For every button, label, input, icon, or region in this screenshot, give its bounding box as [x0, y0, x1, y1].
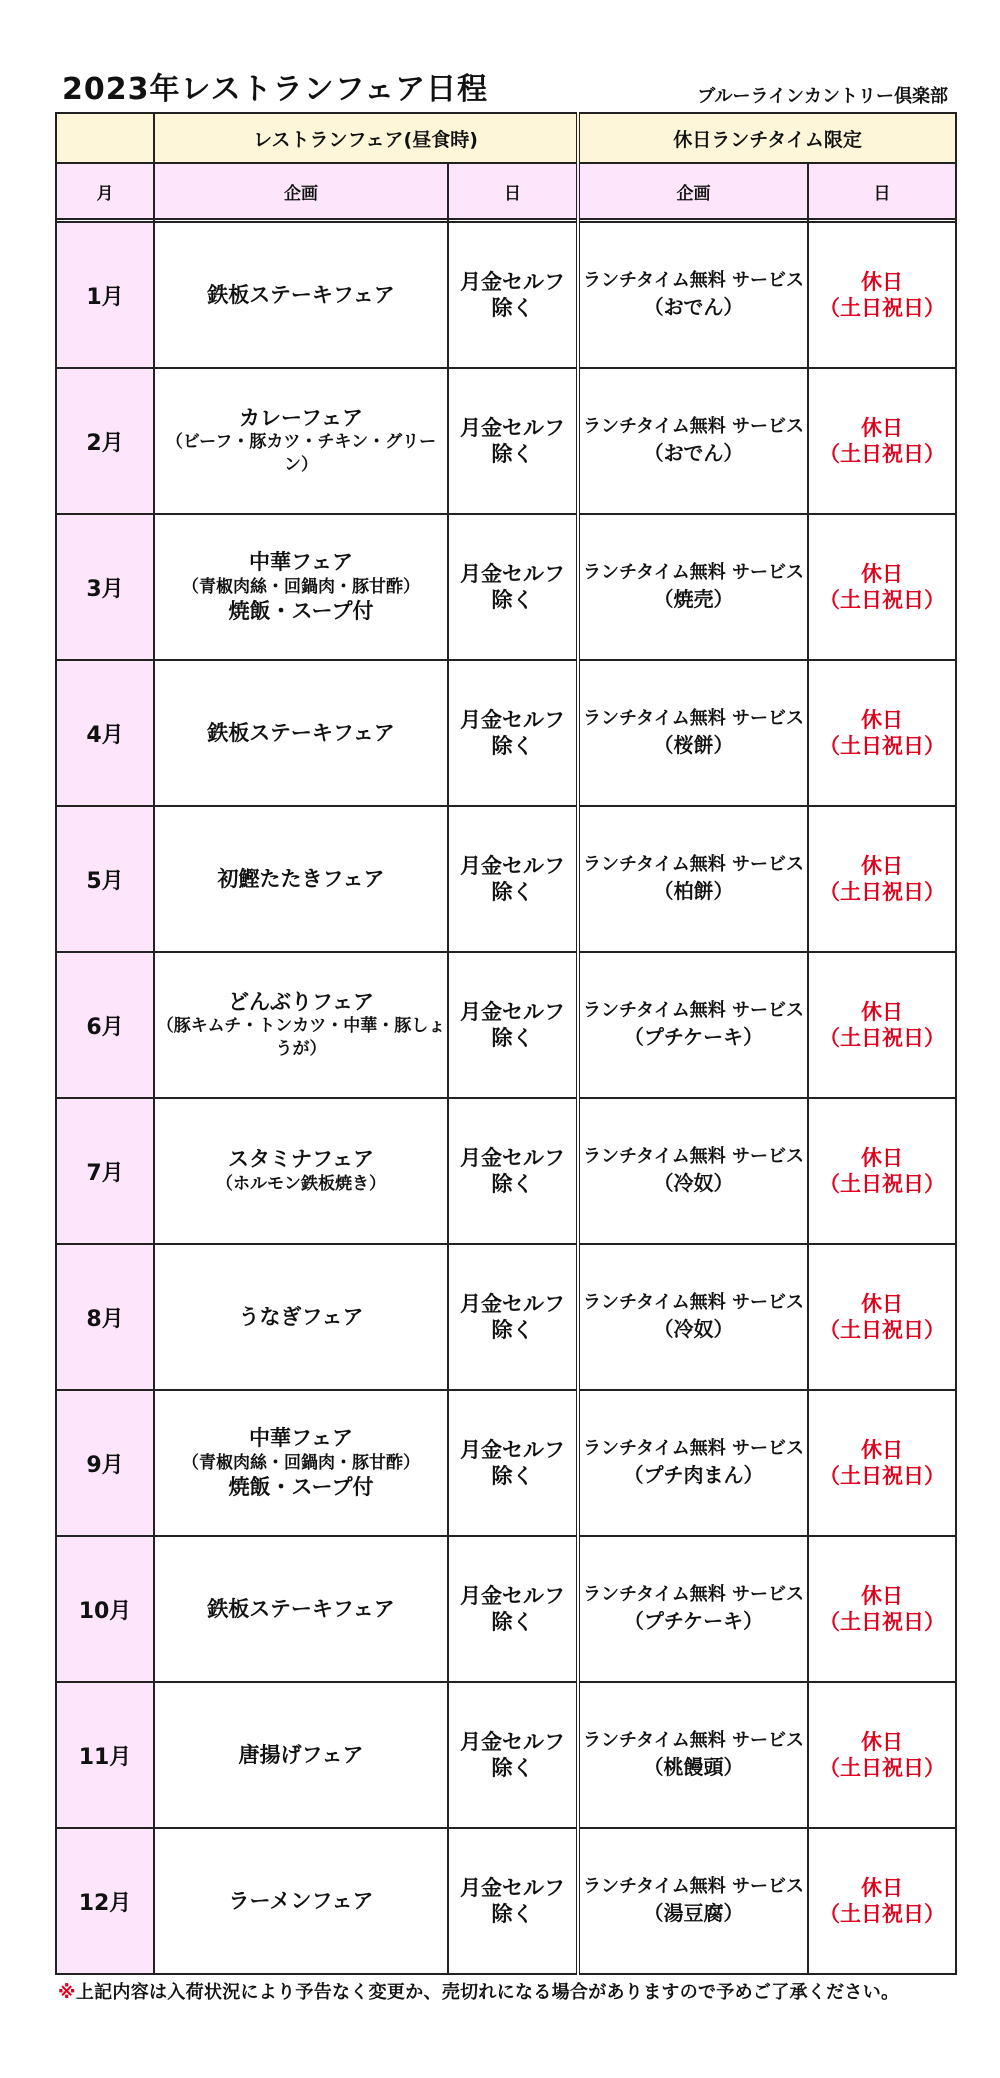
fair-name: 中華フェア [249, 550, 353, 575]
fair-name: カレーフェア [239, 405, 363, 430]
holiday-line-1: 休日 [861, 1437, 904, 1462]
fair-name: うなぎフェア [238, 1304, 364, 1329]
holiday-line-1: 休日 [861, 1145, 904, 1170]
holiday-plan-cell [578, 1682, 808, 1828]
holiday-line-1: 休日 [861, 561, 904, 586]
table-row [56, 1390, 956, 1536]
fair-name: 鉄板ステーキフェア [207, 1596, 395, 1621]
holiday-line-1: 休日 [861, 999, 904, 1024]
fair-note: （豚キムチ・トンカツ・中華・豚しょうが） [156, 1016, 446, 1060]
footnote [58, 1978, 899, 2004]
fair-note: （青椒肉絲・回鍋肉・豚甘酢） [182, 1452, 420, 1473]
group-header-row [56, 113, 956, 163]
day-cell [448, 1390, 578, 1536]
fair-cell [154, 1390, 448, 1536]
table-row [56, 1682, 956, 1828]
holiday-line-2: （土日祝日） [819, 1756, 946, 1780]
column-header-holiday-day: 日 [808, 163, 956, 219]
day-line-2: 除く [491, 880, 534, 904]
table-row [56, 1536, 956, 1682]
fair-note: （ホルモン鉄板焼き） [216, 1173, 386, 1194]
holiday-line-2: （土日祝日） [819, 588, 946, 612]
holiday-line-2: （土日祝日） [819, 734, 946, 758]
service-label: ランチタイム無料 サービス [583, 1730, 805, 1752]
month-cell: 6月 [56, 952, 154, 1098]
table-row [56, 1828, 956, 1974]
holiday-day-cell [808, 952, 956, 1098]
day-line-1: 月金セルフ [460, 853, 565, 878]
holiday-line-2: （土日祝日） [819, 880, 946, 904]
service-item: （冷奴） [653, 1316, 734, 1341]
fair-cell [154, 514, 448, 660]
page-title: 2023年レストランフェア日程 [62, 72, 489, 107]
holiday-plan-cell [578, 1536, 808, 1682]
fair-extra: 焼飯・スープ付 [228, 1475, 374, 1500]
service-label: ランチタイム無料 サービス [583, 416, 805, 438]
fair-extra: 焼飯・スープ付 [228, 599, 374, 624]
day-line-1: 月金セルフ [460, 1875, 565, 1900]
day-line-2: 除く [491, 296, 534, 320]
month-cell: 12月 [56, 1828, 154, 1974]
fair-cell [154, 1682, 448, 1828]
service-label: ランチタイム無料 サービス [583, 1584, 805, 1606]
fair-cell [154, 660, 448, 806]
service-item: （柏餅） [653, 878, 734, 903]
service-item: （湯豆腐） [643, 1900, 744, 1925]
service-label: ランチタイム無料 サービス [583, 562, 805, 584]
day-line-2: 除く [491, 442, 534, 466]
service-label: ランチタイム無料 サービス [583, 1292, 805, 1314]
month-cell: 7月 [56, 1098, 154, 1244]
month-cell: 11月 [56, 1682, 154, 1828]
service-label: ランチタイム無料 サービス [583, 270, 805, 292]
service-item: （冷奴） [653, 1170, 734, 1195]
day-cell [448, 1682, 578, 1828]
holiday-line-1: 休日 [861, 1875, 904, 1900]
service-item: （プチケーキ） [623, 1024, 764, 1049]
holiday-line-1: 休日 [861, 1583, 904, 1608]
month-cell: 9月 [56, 1390, 154, 1536]
day-cell [448, 1098, 578, 1244]
service-item: （おでん） [643, 440, 744, 465]
day-line-2: 除く [491, 734, 534, 758]
holiday-plan-cell [578, 514, 808, 660]
club-name: ブルーラインカントリー倶楽部 [697, 86, 948, 107]
day-cell [448, 1828, 578, 1974]
holiday-plan-cell [578, 660, 808, 806]
holiday-day-cell [808, 660, 956, 806]
holiday-plan-cell [578, 1828, 808, 1974]
holiday-day-cell [808, 1098, 956, 1244]
column-header-day: 日 [448, 163, 578, 219]
holiday-line-2: （土日祝日） [819, 442, 946, 466]
service-item: （プチ肉まん） [623, 1462, 764, 1487]
day-cell [448, 1244, 578, 1390]
fair-cell [154, 1828, 448, 1974]
holiday-line-1: 休日 [861, 1729, 904, 1754]
column-header-row [56, 163, 956, 219]
service-item: （桜餅） [653, 732, 734, 757]
day-line-2: 除く [491, 1610, 534, 1634]
day-cell [448, 1536, 578, 1682]
table-row [56, 1098, 956, 1244]
day-cell [448, 660, 578, 806]
holiday-day-cell [808, 222, 956, 368]
day-line-2: 除く [491, 1902, 534, 1926]
month-cell: 1月 [56, 222, 154, 368]
service-label: ランチタイム無料 サービス [583, 1000, 805, 1022]
day-line-2: 除く [491, 1464, 534, 1488]
column-header-month: 月 [56, 163, 154, 219]
day-line-1: 月金セルフ [460, 707, 565, 732]
fair-cell [154, 1244, 448, 1390]
fair-name: 初鰹たたきフェア [217, 866, 385, 891]
holiday-day-cell [808, 1536, 956, 1682]
fair-cell [154, 368, 448, 514]
holiday-line-2: （土日祝日） [819, 1902, 946, 1926]
holiday-line-2: （土日祝日） [819, 1610, 946, 1634]
holiday-plan-cell [578, 806, 808, 952]
service-item: （桃饅頭） [643, 1754, 744, 1779]
fair-name: ラーメンフェア [228, 1888, 374, 1913]
day-line-1: 月金セルフ [460, 1583, 565, 1608]
day-line-2: 除く [491, 1026, 534, 1050]
table-row [56, 368, 956, 514]
group-header-blank [56, 113, 154, 163]
service-label: ランチタイム無料 サービス [583, 708, 805, 730]
page-header [0, 0, 1000, 112]
holiday-day-cell [808, 1244, 956, 1390]
fair-name: スタミナフェア [228, 1147, 374, 1172]
holiday-line-1: 休日 [861, 1291, 904, 1316]
service-item: （焼売） [653, 586, 734, 611]
fair-name: 唐揚げフェア [238, 1742, 364, 1767]
footnote-text: 上記内容は入荷状況により予告なく変更か、売切れになる場合がありますので予めご了承ください。 [75, 1982, 900, 2003]
day-line-1: 月金セルフ [460, 1145, 565, 1170]
day-cell [448, 368, 578, 514]
holiday-line-2: （土日祝日） [819, 1318, 946, 1342]
fair-cell [154, 952, 448, 1098]
holiday-line-2: （土日祝日） [819, 1464, 946, 1488]
fair-cell [154, 222, 448, 368]
month-cell: 8月 [56, 1244, 154, 1390]
fair-cell [154, 1098, 448, 1244]
day-line-1: 月金セルフ [460, 999, 565, 1024]
group-header-restaurant: レストランフェア(昼食時) [154, 113, 578, 163]
day-line-1: 月金セルフ [460, 415, 565, 440]
day-line-1: 月金セルフ [460, 1291, 565, 1316]
holiday-line-1: 休日 [861, 853, 904, 878]
day-line-2: 除く [491, 1172, 534, 1196]
day-cell [448, 806, 578, 952]
holiday-line-1: 休日 [861, 269, 904, 294]
fair-note: （ビーフ・豚カツ・チキン・グリーン） [165, 432, 437, 476]
holiday-plan-cell [578, 368, 808, 514]
month-cell: 4月 [56, 660, 154, 806]
group-header-holiday: 休日ランチタイム限定 [578, 113, 956, 163]
table-row [56, 222, 956, 368]
service-item: （おでん） [643, 294, 744, 319]
day-line-2: 除く [491, 588, 534, 612]
day-cell [448, 952, 578, 1098]
month-cell: 10月 [56, 1536, 154, 1682]
holiday-line-1: 休日 [861, 707, 904, 732]
holiday-plan-cell [578, 1244, 808, 1390]
holiday-plan-cell [578, 952, 808, 1098]
table-row [56, 806, 956, 952]
day-line-1: 月金セルフ [460, 269, 565, 294]
holiday-day-cell [808, 1682, 956, 1828]
holiday-line-2: （土日祝日） [819, 1026, 946, 1050]
holiday-day-cell [808, 806, 956, 952]
fair-note: （青椒肉絲・回鍋肉・豚甘酢） [182, 576, 420, 597]
fair-name: どんぶりフェア [228, 989, 374, 1014]
month-cell: 2月 [56, 368, 154, 514]
month-cell: 5月 [56, 806, 154, 952]
fair-name: 鉄板ステーキフェア [207, 282, 395, 307]
holiday-day-cell [808, 1828, 956, 1974]
service-label: ランチタイム無料 サービス [583, 1876, 805, 1898]
holiday-line-2: （土日祝日） [819, 1172, 946, 1196]
fair-schedule-table [55, 112, 957, 1975]
table-row [56, 1244, 956, 1390]
holiday-plan-cell [578, 1390, 808, 1536]
day-line-1: 月金セルフ [460, 1437, 565, 1462]
table-row [56, 514, 956, 660]
column-header-holiday-plan: 企画 [578, 163, 808, 219]
holiday-day-cell [808, 1390, 956, 1536]
holiday-line-2: （土日祝日） [819, 296, 946, 320]
table-row [56, 660, 956, 806]
holiday-line-1: 休日 [861, 415, 904, 440]
footnote-mark: ※ [58, 1982, 76, 2003]
table-row [56, 952, 956, 1098]
day-line-1: 月金セルフ [460, 1729, 565, 1754]
holiday-day-cell [808, 514, 956, 660]
fair-cell [154, 1536, 448, 1682]
service-label: ランチタイム無料 サービス [583, 854, 805, 876]
service-item: （プチケーキ） [623, 1608, 764, 1633]
service-label: ランチタイム無料 サービス [583, 1146, 805, 1168]
day-cell [448, 222, 578, 368]
fair-name: 中華フェア [249, 1426, 353, 1451]
holiday-day-cell [808, 368, 956, 514]
holiday-plan-cell [578, 1098, 808, 1244]
holiday-plan-cell [578, 222, 808, 368]
service-label: ランチタイム無料 サービス [583, 1438, 805, 1460]
month-cell: 3月 [56, 514, 154, 660]
fair-name: 鉄板ステーキフェア [207, 720, 395, 745]
day-line-2: 除く [491, 1318, 534, 1342]
day-cell [448, 514, 578, 660]
day-line-1: 月金セルフ [460, 561, 565, 586]
fair-cell [154, 806, 448, 952]
day-line-2: 除く [491, 1756, 534, 1780]
column-header-plan: 企画 [154, 163, 448, 219]
